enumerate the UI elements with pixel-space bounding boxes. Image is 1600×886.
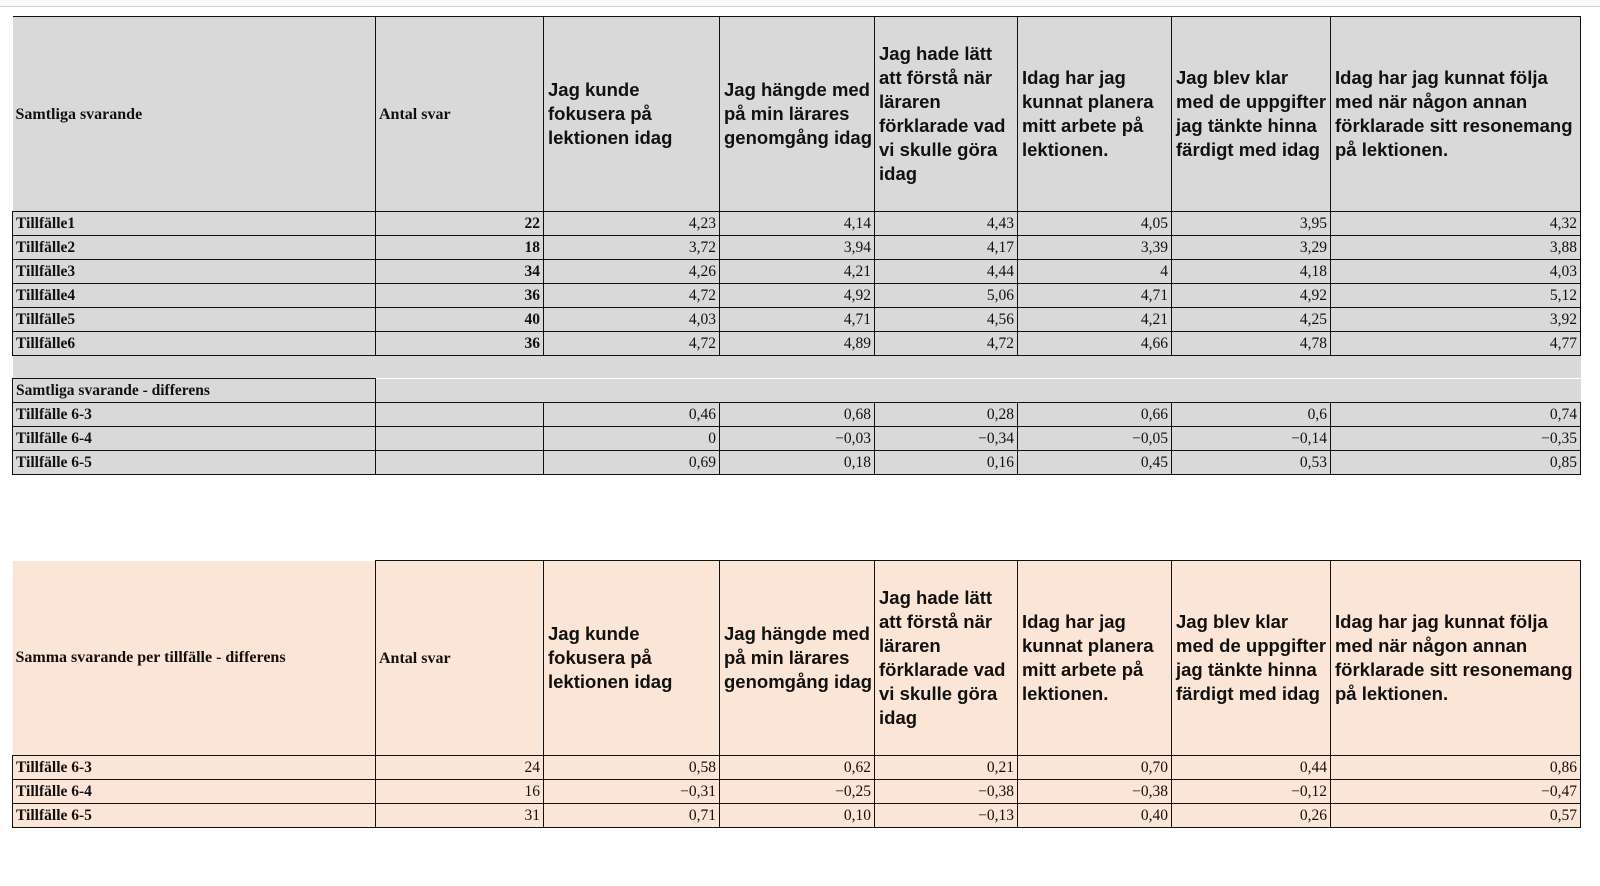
window-top-edge <box>0 0 1600 7</box>
row-value: −0,13 <box>875 804 1018 828</box>
question-header-2: Jag hängde med på min lärares genomgång idag <box>720 561 875 756</box>
row-value: 4,72 <box>544 284 720 308</box>
table-row <box>13 260 1581 284</box>
row-label: Tillfälle 6-3 <box>13 756 376 780</box>
row-value: 0,16 <box>875 451 1018 475</box>
row-value: 4,05 <box>1018 212 1172 236</box>
row-value: 5,12 <box>1331 284 1581 308</box>
row-value: 0,6 <box>1172 403 1331 427</box>
row-value: 4,44 <box>875 260 1018 284</box>
row-count <box>376 451 544 475</box>
row-label: Tillfälle 6-5 <box>13 451 376 475</box>
row-value: −0,12 <box>1172 780 1331 804</box>
row-count: 40 <box>376 308 544 332</box>
row-value: 3,94 <box>720 236 875 260</box>
row-value: 0,40 <box>1018 804 1172 828</box>
row-value: −0,31 <box>544 780 720 804</box>
row-value: 4,72 <box>544 332 720 356</box>
row-value: −0,47 <box>1331 780 1581 804</box>
row-label: Tillfälle3 <box>13 260 376 284</box>
row-count: 24 <box>376 756 544 780</box>
row-value: 4,78 <box>1172 332 1331 356</box>
row-value: 4,92 <box>720 284 875 308</box>
row-label: Tillfälle5 <box>13 308 376 332</box>
row-value: 4,92 <box>1172 284 1331 308</box>
table-row <box>13 451 1581 475</box>
row-value: 4,03 <box>1331 260 1581 284</box>
row-value: 4,32 <box>1331 212 1581 236</box>
row-count <box>376 403 544 427</box>
row-value: 0,18 <box>720 451 875 475</box>
table1-title: Samtliga svarande <box>13 17 376 212</box>
row-value: 0,26 <box>1172 804 1331 828</box>
row-count: 31 <box>376 804 544 828</box>
question-header-1: Jag kunde fokusera på lektionen idag <box>544 17 720 212</box>
row-value: 4,71 <box>1018 284 1172 308</box>
row-value: 0,21 <box>875 756 1018 780</box>
row-value: 0,86 <box>1331 756 1581 780</box>
table-row <box>13 212 1581 236</box>
row-label: Tillfälle6 <box>13 332 376 356</box>
row-label: Tillfälle 6-4 <box>13 427 376 451</box>
table2-title: Samma svarande per tillfälle - differens <box>13 561 376 756</box>
table1-spacer-row <box>13 356 1581 379</box>
table2-count-header: Antal svar <box>376 561 544 756</box>
table-row <box>13 236 1581 260</box>
table2-header-row <box>13 561 1581 756</box>
row-value: 0,57 <box>1331 804 1581 828</box>
row-value: 0,45 <box>1018 451 1172 475</box>
row-value: 4,23 <box>544 212 720 236</box>
table-row <box>13 308 1581 332</box>
row-value: −0,38 <box>1018 780 1172 804</box>
row-value: −0,38 <box>875 780 1018 804</box>
row-value: 4,21 <box>720 260 875 284</box>
row-label: Tillfälle 6-5 <box>13 804 376 828</box>
question-header-6: Idag har jag kunnat följa med när någon annan förklarade sitt resonemang på lektionen. <box>1331 17 1581 212</box>
table-row <box>13 804 1581 828</box>
row-value: 4,72 <box>875 332 1018 356</box>
question-header-6: Idag har jag kunnat följa med när någon annan förklarade sitt resonemang på lektionen. <box>1331 561 1581 756</box>
row-value: 4,77 <box>1331 332 1581 356</box>
table1-diff-title: Samtliga svarande - differens <box>13 379 376 403</box>
row-value: −0,03 <box>720 427 875 451</box>
row-value: 0,71 <box>544 804 720 828</box>
question-header-3: Jag hade lätt att förstå när läraren förklarade vad vi skulle göra idag <box>875 17 1018 212</box>
row-value: 0,85 <box>1331 451 1581 475</box>
question-header-4: Idag har jag kunnat planera mitt arbete på lektionen. <box>1018 561 1172 756</box>
row-value: −0,05 <box>1018 427 1172 451</box>
row-value: 4,17 <box>875 236 1018 260</box>
question-header-2: Jag hängde med på min lärares genomgång idag <box>720 17 875 212</box>
row-value: 0,58 <box>544 756 720 780</box>
row-value: 4,56 <box>875 308 1018 332</box>
row-value: 3,88 <box>1331 236 1581 260</box>
table-row <box>13 780 1581 804</box>
row-value: 5,06 <box>875 284 1018 308</box>
row-value: 4,03 <box>544 308 720 332</box>
row-value: 0,62 <box>720 756 875 780</box>
row-value: 0,69 <box>544 451 720 475</box>
table-row <box>13 427 1581 451</box>
row-label: Tillfälle4 <box>13 284 376 308</box>
table-row <box>13 332 1581 356</box>
table-samtliga-svarande <box>12 16 1581 475</box>
row-count: 16 <box>376 780 544 804</box>
row-count <box>376 427 544 451</box>
row-value: 0,74 <box>1331 403 1581 427</box>
row-value: 0,28 <box>875 403 1018 427</box>
table1-diff-title-row <box>13 379 1581 403</box>
row-value: −0,25 <box>720 780 875 804</box>
row-count: 22 <box>376 212 544 236</box>
row-label: Tillfälle2 <box>13 236 376 260</box>
row-value: 4,43 <box>875 212 1018 236</box>
table-row <box>13 756 1581 780</box>
question-header-4: Idag har jag kunnat planera mitt arbete på lektionen. <box>1018 17 1172 212</box>
question-header-3: Jag hade lätt att förstå när läraren förklarade vad vi skulle göra idag <box>875 561 1018 756</box>
row-value: 4,26 <box>544 260 720 284</box>
row-value: 3,72 <box>544 236 720 260</box>
row-value: −0,34 <box>875 427 1018 451</box>
row-value: 4,71 <box>720 308 875 332</box>
row-value: 3,39 <box>1018 236 1172 260</box>
row-value: 0,68 <box>720 403 875 427</box>
row-value: 0 <box>544 427 720 451</box>
row-value: 0,53 <box>1172 451 1331 475</box>
question-header-5: Jag blev klar med de uppgifter jag tänkte hinna färdigt med idag <box>1172 561 1331 756</box>
question-header-1: Jag kunde fokusera på lektionen idag <box>544 561 720 756</box>
row-value: −0,14 <box>1172 427 1331 451</box>
row-value: 4,66 <box>1018 332 1172 356</box>
row-value: 0,46 <box>544 403 720 427</box>
row-count: 18 <box>376 236 544 260</box>
row-value: 0,66 <box>1018 403 1172 427</box>
table-row <box>13 403 1581 427</box>
row-value: 0,70 <box>1018 756 1172 780</box>
table1-header-row <box>13 17 1581 212</box>
row-value: 3,29 <box>1172 236 1331 260</box>
table-row <box>13 284 1581 308</box>
table-samma-svarande <box>12 560 1581 828</box>
row-count: 36 <box>376 332 544 356</box>
row-label: Tillfälle 6-3 <box>13 403 376 427</box>
row-count: 36 <box>376 284 544 308</box>
row-value: 4 <box>1018 260 1172 284</box>
row-value: 3,92 <box>1331 308 1581 332</box>
row-value: 0,10 <box>720 804 875 828</box>
row-value: 4,21 <box>1018 308 1172 332</box>
row-value: 0,44 <box>1172 756 1331 780</box>
row-value: 3,95 <box>1172 212 1331 236</box>
row-count: 34 <box>376 260 544 284</box>
row-value: 4,18 <box>1172 260 1331 284</box>
row-value: 4,89 <box>720 332 875 356</box>
row-label: Tillfälle1 <box>13 212 376 236</box>
row-value: 4,25 <box>1172 308 1331 332</box>
question-header-5: Jag blev klar med de uppgifter jag tänkte hinna färdigt med idag <box>1172 17 1331 212</box>
row-value: 4,14 <box>720 212 875 236</box>
row-label: Tillfälle 6-4 <box>13 780 376 804</box>
row-value: −0,35 <box>1331 427 1581 451</box>
table1-count-header: Antal svar <box>376 17 544 212</box>
